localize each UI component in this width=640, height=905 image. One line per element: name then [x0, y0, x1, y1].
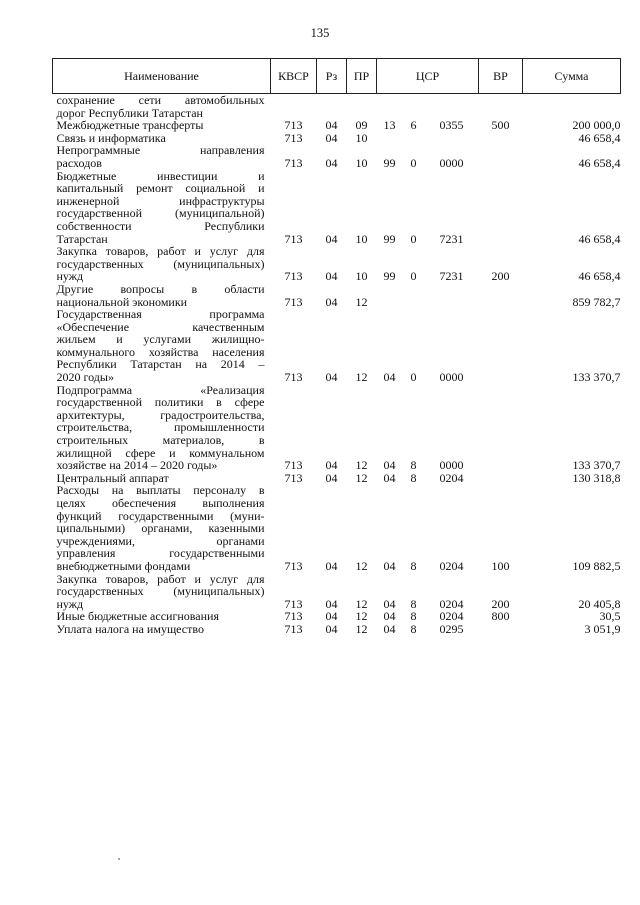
csr-subprogram-cell: 8: [410, 458, 417, 473]
csr-direction-cell: 0204: [439, 558, 464, 573]
table-row: [53, 170, 621, 246]
row-name-line: Закупка товаров, работ и услуг для: [56, 571, 265, 586]
csr-direction-cell: 0204: [439, 470, 464, 485]
row-name-line: Непрограммные направления: [56, 143, 265, 158]
pr-cell: 10: [355, 231, 368, 246]
csr-program-cell: 04: [383, 621, 396, 636]
csr-subprogram-cell: 0: [410, 269, 417, 284]
header-vr: ВР: [479, 59, 523, 94]
pr-cell: 12: [355, 370, 368, 385]
csr-program-cell: 04: [383, 470, 396, 485]
row-name-line: национальной экономики: [56, 294, 188, 309]
sum-cell: 46 658,4: [578, 269, 621, 284]
scan-speck: [118, 858, 120, 860]
csr-program-cell: [377, 94, 403, 120]
csr-direction-cell: [425, 132, 479, 145]
row-name-cell: [53, 119, 271, 132]
pr-cell: 12: [355, 609, 368, 624]
row-name-line: учреждениями, органами: [56, 533, 265, 548]
header-rz: Рз: [317, 59, 347, 94]
rz-cell: 04: [325, 458, 338, 473]
row-name-line: жилищной сфере и коммунальном: [56, 445, 265, 460]
row-name-line: Закупка товаров, работ и услуг для: [56, 244, 265, 259]
table-row: [53, 144, 621, 169]
vr-cell: [479, 308, 523, 384]
row-name-line: Иные бюджетные ассигнования: [56, 609, 219, 624]
csr-direction-cell: [425, 283, 479, 308]
csr-subprogram-cell: [403, 283, 425, 308]
vr-cell: [479, 144, 523, 169]
csr-program-cell: 04: [383, 458, 396, 473]
csr-program-cell: 04: [383, 370, 396, 385]
vr-cell: [479, 94, 523, 120]
table-header: [53, 59, 621, 94]
row-name-line: Республики Татарстан на 2014 –: [56, 357, 265, 372]
sum-cell: 133 370,7: [572, 458, 621, 473]
pr-cell: 10: [355, 155, 368, 170]
row-name-line: сохранение сети автомобильных: [56, 93, 265, 107]
vr-cell: [479, 132, 523, 145]
row-name-line: управления государственными: [56, 546, 265, 561]
sum-cell: 3 051,9: [584, 621, 621, 636]
rz-cell: 04: [325, 130, 338, 145]
row-name-line: Татарстан: [56, 231, 108, 246]
csr-direction-cell: 0295: [439, 621, 464, 636]
vr-cell: [479, 472, 523, 485]
vr-cell: [479, 170, 523, 246]
row-name-cell: [53, 484, 271, 572]
kvsr-cell: 713: [284, 558, 303, 573]
csr-program-cell: [377, 132, 403, 145]
table-row: [53, 484, 621, 572]
csr-direction-cell: [425, 94, 479, 120]
pr-cell: [347, 94, 377, 120]
header-sum: Сумма: [523, 59, 621, 94]
csr-subprogram-cell: 6: [410, 118, 417, 133]
row-name-line: капитальный ремонт социальной и: [56, 181, 265, 196]
vr-cell: 500: [491, 118, 510, 133]
kvsr-cell: 713: [284, 269, 303, 284]
sum-cell: 133 370,7: [572, 370, 621, 385]
row-name-cell: [53, 623, 271, 636]
rz-cell: 04: [325, 294, 338, 309]
csr-program-cell: 99: [383, 269, 396, 284]
csr-subprogram-cell: 8: [410, 609, 417, 624]
pr-cell: 12: [355, 458, 368, 473]
rz-cell: 04: [325, 470, 338, 485]
vr-cell: [479, 623, 523, 636]
csr-subprogram-cell: 8: [410, 470, 417, 485]
table-body: [53, 94, 621, 636]
csr-direction-cell: 0204: [439, 609, 464, 624]
table-row: [53, 283, 621, 308]
header-name: Наименование: [53, 59, 271, 94]
csr-direction-cell: 0204: [439, 596, 464, 611]
pr-cell: 12: [355, 558, 368, 573]
vr-cell: [479, 384, 523, 472]
row-name-line: Уплата налога на имущество: [56, 621, 204, 636]
table-row: [53, 384, 621, 472]
row-name-line: государственной (муниципальной): [56, 206, 265, 221]
row-name-line: Бюджетные инвестиции и: [56, 168, 265, 183]
kvsr-cell: 713: [284, 294, 303, 309]
row-name-line: Связь и информатика: [56, 130, 166, 145]
csr-subprogram-cell: 8: [410, 558, 417, 573]
csr-program-cell: 99: [383, 155, 396, 170]
header-pr: ПР: [347, 59, 377, 94]
rz-cell: [317, 94, 347, 120]
rz-cell: 04: [325, 118, 338, 133]
table-row: [53, 573, 621, 611]
kvsr-cell: 713: [284, 596, 303, 611]
row-name-line: Подпрограмма «Реализация: [56, 382, 265, 397]
csr-subprogram-cell: 0: [410, 231, 417, 246]
csr-subprogram-cell: [403, 94, 425, 120]
sum-cell: [523, 94, 621, 120]
kvsr-cell: 713: [284, 458, 303, 473]
kvsr-cell: 713: [284, 609, 303, 624]
sum-cell: 859 782,7: [572, 294, 621, 309]
rz-cell: 04: [325, 609, 338, 624]
kvsr-cell: 713: [284, 130, 303, 145]
row-name-cell: [53, 308, 271, 384]
kvsr-cell: 713: [284, 231, 303, 246]
row-name-line: Другие вопросы в области: [56, 281, 265, 296]
pr-cell: 12: [355, 470, 368, 485]
sum-cell: 46 658,4: [578, 231, 621, 246]
csr-direction-cell: 0000: [439, 155, 464, 170]
csr-direction-cell: 7231: [439, 269, 464, 284]
row-name-line: Государственная программа: [56, 307, 265, 322]
row-name-line: целях обеспечения выполнения: [56, 496, 265, 510]
header-csr: ЦСР: [377, 59, 479, 94]
row-name-line: жильем и услугами жилищно-: [56, 332, 265, 347]
pr-cell: 12: [355, 621, 368, 636]
kvsr-cell: 713: [284, 118, 303, 133]
vr-cell: 200: [491, 269, 510, 284]
table-row: [53, 245, 621, 283]
vr-cell: 200: [491, 596, 510, 611]
csr-program-cell: 13: [383, 118, 396, 133]
row-name-line: 2020 годы»: [56, 370, 114, 385]
row-name-line: государственных (муниципальных): [56, 256, 265, 271]
csr-program-cell: [377, 283, 403, 308]
csr-subprogram-cell: 8: [410, 596, 417, 611]
header-kvsr: КВСР: [271, 59, 317, 94]
csr-direction-cell: 7231: [439, 231, 464, 246]
csr-program-cell: 04: [383, 558, 396, 573]
row-name-line: государственных (муниципальных): [56, 584, 265, 599]
row-name-cell: [53, 170, 271, 246]
kvsr-cell: 713: [284, 370, 303, 385]
row-name-line: расходов: [56, 155, 102, 170]
rz-cell: 04: [325, 558, 338, 573]
sum-cell: 30,5: [599, 609, 621, 624]
pr-cell: 10: [355, 130, 368, 145]
rz-cell: 04: [325, 596, 338, 611]
row-name-line: «Обеспечение качественным: [56, 319, 265, 334]
row-name-line: государственной политики в сфере: [56, 395, 265, 410]
table-row: [53, 119, 621, 132]
kvsr-cell: [271, 94, 317, 120]
row-name-line: строительных материалов, в: [56, 433, 265, 448]
csr-subprogram-cell: 0: [410, 370, 417, 385]
row-name-line: Расходы на выплаты персоналу в: [56, 483, 265, 498]
row-name-line: внебюджетными фондами: [56, 558, 191, 573]
row-name-line: коммунального хозяйства населения: [56, 344, 265, 359]
row-name-line: строительства, промышленности: [56, 420, 265, 435]
row-name-line: нужд: [56, 596, 84, 611]
row-name-cell: [53, 573, 271, 611]
csr-subprogram-cell: 8: [410, 621, 417, 636]
row-name-cell: [53, 144, 271, 169]
row-name-line: Межбюджетные трансферты: [56, 118, 204, 133]
csr-program-cell: 04: [383, 596, 396, 611]
pr-cell: 09: [355, 118, 368, 133]
row-name-line: архитектуры, градостроительства,: [56, 407, 265, 422]
rz-cell: 04: [325, 370, 338, 385]
pr-cell: 12: [355, 596, 368, 611]
row-name-line: нужд: [56, 269, 84, 284]
table-row: [53, 94, 621, 120]
vr-cell: 800: [491, 609, 510, 624]
sum-cell: 109 882,5: [572, 558, 621, 573]
rz-cell: 04: [325, 621, 338, 636]
pr-cell: 12: [355, 294, 368, 309]
rz-cell: 04: [325, 155, 338, 170]
budget-table: [52, 58, 621, 636]
page-number: 135: [310, 26, 330, 40]
row-name-line: функций государственными (муни-: [56, 508, 265, 523]
rz-cell: 04: [325, 231, 338, 246]
csr-program-cell: 99: [383, 231, 396, 246]
sum-cell: 20 405,8: [578, 596, 621, 611]
row-name-line: инженерной инфраструктуры: [56, 193, 265, 208]
csr-direction-cell: 0000: [439, 458, 464, 473]
row-name-line: ципальными) органами, казенными: [56, 521, 265, 536]
kvsr-cell: 713: [284, 621, 303, 636]
row-name-cell: [53, 94, 271, 120]
row-name-line: дорог Республики Татарстан: [56, 105, 203, 120]
kvsr-cell: 713: [284, 470, 303, 485]
csr-program-cell: 04: [383, 609, 396, 624]
pr-cell: 10: [355, 269, 368, 284]
sum-cell: 200 000,0: [572, 118, 621, 133]
row-name-cell: [53, 283, 271, 308]
csr-subprogram-cell: 0: [410, 155, 417, 170]
row-name-line: хозяйстве на 2014 – 2020 годы»: [56, 458, 218, 473]
row-name-line: Центральный аппарат: [56, 470, 169, 485]
csr-direction-cell: 0355: [439, 118, 464, 133]
sum-cell: 46 658,4: [578, 155, 621, 170]
row-name-line: собственности Республики: [56, 218, 265, 233]
kvsr-cell: 713: [284, 155, 303, 170]
sum-cell: 130 318,8: [572, 470, 621, 485]
vr-cell: 100: [491, 558, 510, 573]
csr-subprogram-cell: [403, 132, 425, 145]
table-row: [53, 623, 621, 636]
vr-cell: [479, 283, 523, 308]
table-row: [53, 308, 621, 384]
sum-cell: 46 658,4: [578, 130, 621, 145]
row-name-cell: [53, 245, 271, 283]
csr-direction-cell: 0000: [439, 370, 464, 385]
rz-cell: 04: [325, 269, 338, 284]
row-name-cell: [53, 384, 271, 472]
